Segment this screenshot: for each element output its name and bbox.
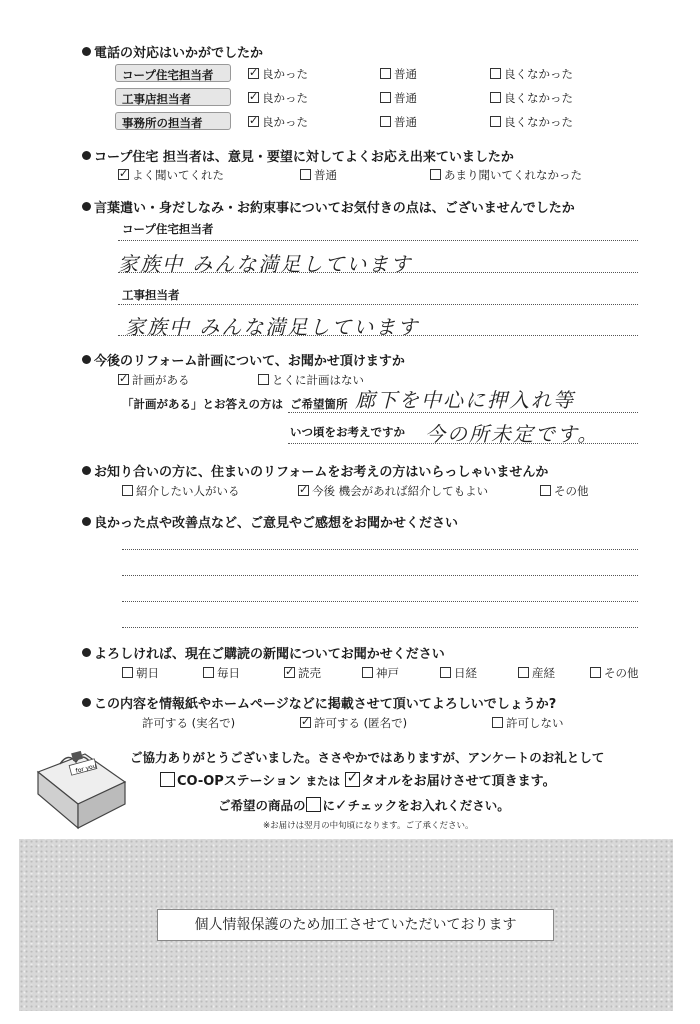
q4-place-label: ご希望箇所 [290,397,348,411]
dotted-line [122,601,638,602]
q4-when-answer[interactable]: 今の所未定です。 [425,422,600,446]
checkbox[interactable] [492,717,503,728]
q1-row1-label: コープ住宅担当者 [115,64,231,82]
example-checkbox-icon [306,797,321,812]
checkbox[interactable] [362,667,373,678]
checkbox[interactable] [380,68,391,79]
checkbox[interactable] [380,92,391,103]
q1-row2-opt2[interactable]: 普通 [380,90,417,106]
q1-row1-opt3[interactable]: 良くなかった [490,66,573,82]
checkbox[interactable] [490,116,501,127]
gift-note: ※お届けは翌月の中旬頃になります。ご了承ください。 [263,821,474,831]
gift-instruction: ご希望の商品の に✓チェックをお入れください。 [218,796,510,814]
checkbox[interactable] [518,667,529,678]
checkbox-checked[interactable] [248,68,259,79]
checkbox[interactable] [203,667,214,678]
q2-title: コープ住宅 担当者は、意見・要望に対してよくお応え出来ていましたか [82,146,514,165]
q8-opt2[interactable]: ✓ 許可する (匿名で) [300,715,407,731]
q3-coop-label: コープ住宅担当者 [122,222,214,236]
gift-box-icon [30,742,130,832]
checkbox-checked[interactable] [300,717,311,728]
checkbox-checked[interactable] [284,667,295,678]
dotted-line [122,627,638,628]
q1-row3-opt3[interactable]: 良くなかった [490,114,573,130]
q7-title: よろしければ、現在ご購読の新聞についてお聞かせください [82,643,445,662]
q1-row2-label: 工事店担当者 [115,88,231,106]
q8-title: この内容を情報紙やホームページなどに掲載させて頂いてよろしいでしょうか? [82,693,556,712]
checkbox-checked[interactable] [118,374,129,385]
q8-opt1[interactable]: 許可する (実名で) [142,716,236,730]
checkbox-towel-checked[interactable] [345,772,360,787]
q4-followup-label: 「計画がある」とお答えの方は [122,397,283,411]
checkbox[interactable] [380,116,391,127]
gift-thanks-text: ご協力ありがとうございました。ささやかではありますが、アンケートのお礼として [130,750,605,765]
gift-opt-towel[interactable]: タオル [361,774,401,789]
gift-tag-text: for you [75,762,98,775]
q2-opt1[interactable]: ✓よく聞いてくれた [118,167,224,183]
q4-title: 今後のリフォーム計画について、お聞かせ頂けますか [82,350,405,369]
q4-opt2[interactable]: とくに計画はない [258,372,364,388]
q7-opt4[interactable]: 神戸 [362,665,399,681]
dotted-line [118,304,638,305]
dotted-line [118,272,638,273]
q1-row1-opt2[interactable]: 普通 [380,66,417,82]
q3-title: 言葉遣い・身だしなみ・お約束事についてお気付きの点は、ございませんでしたか [82,197,575,216]
q3-coop-answer[interactable]: 家族中 みんな満足しています [118,252,413,276]
checkbox-checked[interactable] [248,92,259,103]
q1-row3-opt1[interactable]: ✓ 良かった [248,114,308,130]
checkbox[interactable] [490,92,501,103]
dotted-line [118,335,638,336]
gift-opt-coop-station[interactable]: CO-OPステーション [177,774,302,789]
q4-place-answer[interactable]: 廊下を中心に押入れ等 [355,388,575,412]
q1-row3-label: 事務所の担当者 [115,112,231,130]
q7-opt5[interactable]: 日経 [440,665,477,681]
checkbox-checked[interactable] [118,169,129,180]
q7-opt2[interactable]: 毎日 [203,665,240,681]
q5-opt2[interactable]: ✓ 今後 機会があれば紹介してもよい [298,483,488,499]
q7-opt7[interactable]: その他 [590,665,639,681]
q5-opt3[interactable]: その他 [540,483,589,499]
checkbox[interactable] [590,667,601,678]
q3-koji-label: 工事担当者 [122,288,180,302]
q4-opt1[interactable]: ✓計画がある [118,372,190,388]
checkbox-coop-station[interactable] [160,772,175,787]
checkbox[interactable] [258,374,269,385]
checkbox[interactable] [122,485,133,496]
checkbox[interactable] [540,485,551,496]
q8-opt3[interactable]: 許可しない [492,715,564,731]
q3-koji-answer[interactable]: 家族中 みんな満足しています [125,315,420,339]
q5-title: お知り合いの方に、住まいのリフォームをお考えの方はいらっしゃいませんか [82,461,548,480]
q1-title: 電話の対応はいかがでしたか [82,42,263,61]
q7-opt3[interactable]: ✓ 読売 [284,665,321,681]
dotted-line [288,412,638,413]
checkbox[interactable] [430,169,441,180]
q4-when-label: いつ頃をお考えですか [290,425,405,439]
checkbox[interactable] [440,667,451,678]
checkbox-checked[interactable] [248,116,259,127]
q2-opt2[interactable]: 普通 [300,167,337,183]
gift-options-line: CO-OPステーション または ✓ タオルをお届けさせて頂きます。 [160,770,556,789]
checkbox[interactable] [300,169,311,180]
checkmark-icon: ✓ [335,796,348,814]
q1-row2-opt1[interactable]: ✓ 良かった [248,90,308,106]
dotted-line [122,549,638,550]
dotted-line [122,575,638,576]
q1-row1-opt1[interactable]: ✓ 良かった [248,66,308,82]
q2-opt3[interactable]: あまり聞いてくれなかった [430,167,582,183]
q7-opt6[interactable]: 産経 [518,665,555,681]
checkbox[interactable] [122,667,133,678]
privacy-notice: 個人情報保護のため加工させていただいております [157,909,554,941]
q6-title: 良かった点や改善点など、ご意見やご感想をお聞かせください [82,512,458,531]
q1-row2-opt3[interactable]: 良くなかった [490,90,573,106]
q5-opt1[interactable]: 紹介したい人がいる [122,483,240,499]
q1-row3-opt2[interactable]: 普通 [380,114,417,130]
checkbox-checked[interactable] [298,485,309,496]
q7-opt1[interactable]: 朝日 [122,665,159,681]
checkbox[interactable] [490,68,501,79]
dotted-line [288,443,638,444]
dotted-line [118,240,638,241]
